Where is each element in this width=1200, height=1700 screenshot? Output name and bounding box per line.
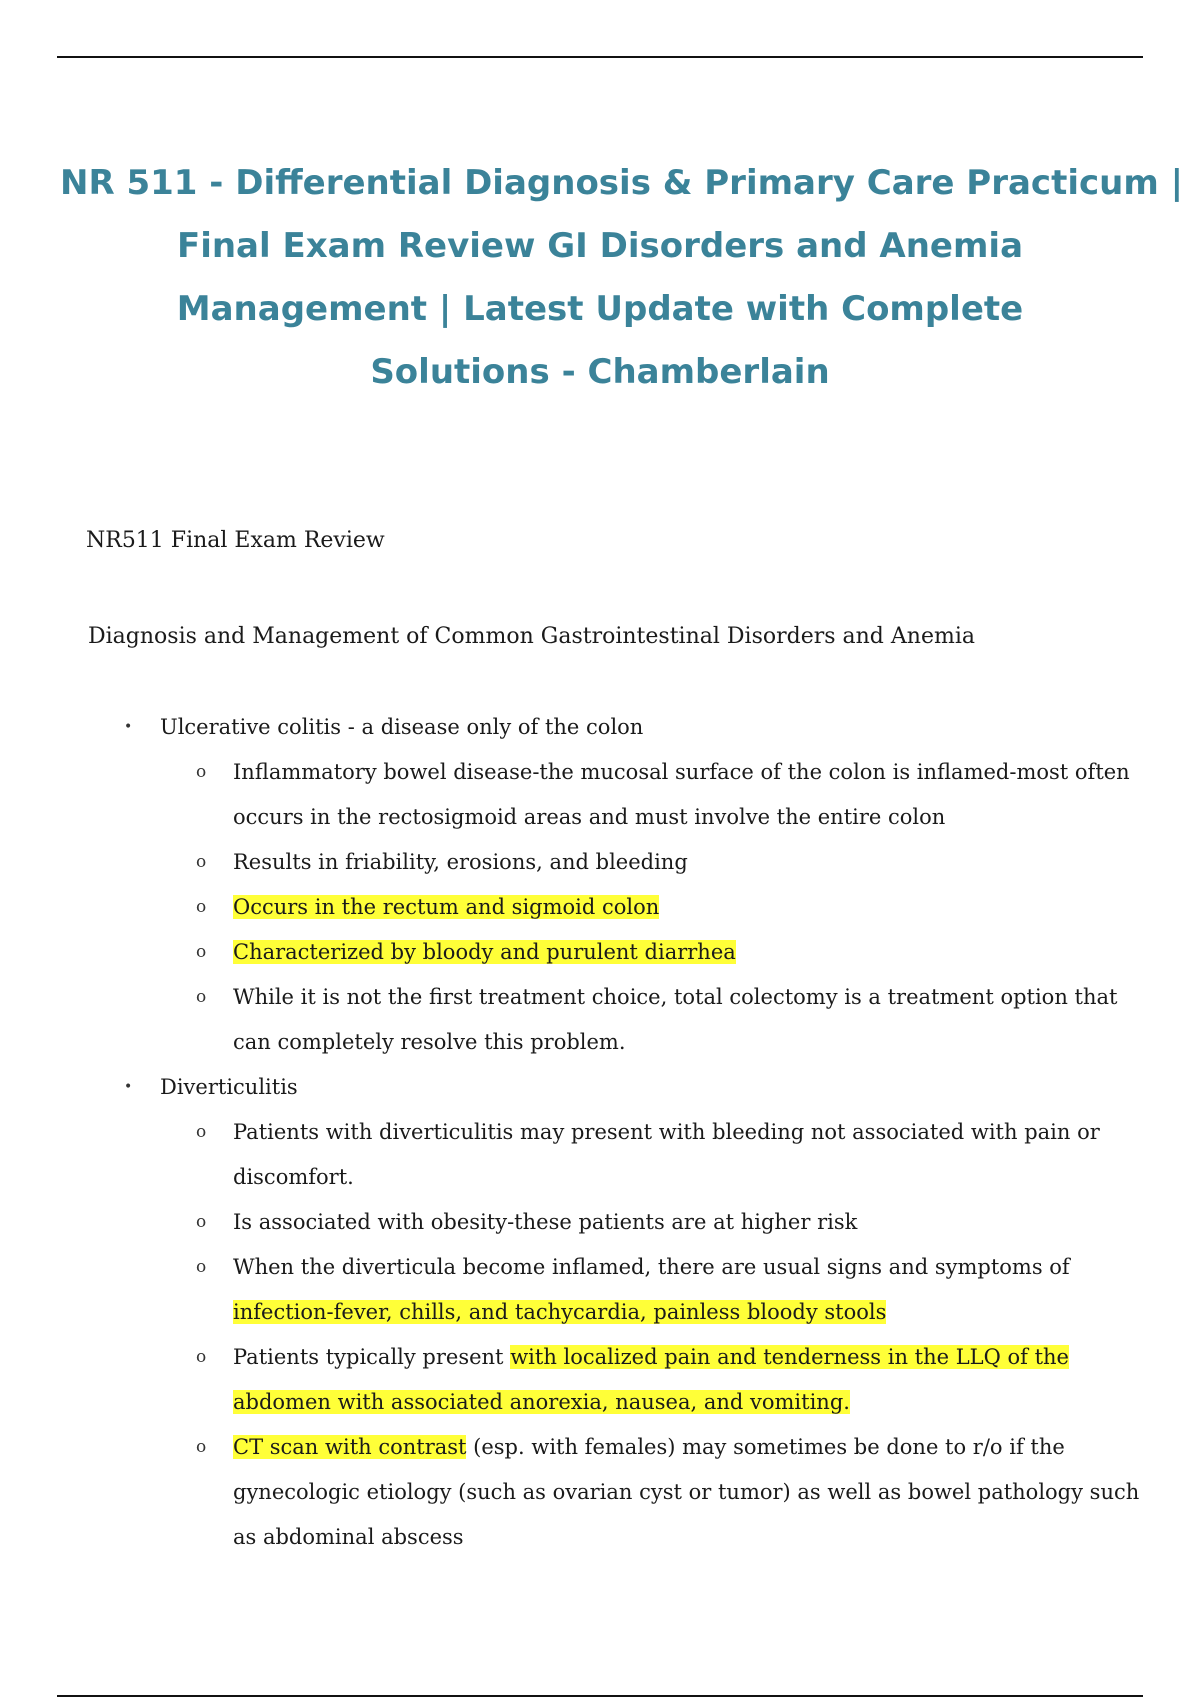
highlighted-text: with localized pain and tenderness in the LLQ of the abdomen with associated anorexia, nausea, and vomiting. [233, 1345, 1069, 1414]
bullet-marker: • [124, 1079, 133, 1095]
list-subitem-text: Patients with diverticulitis may present with bleeding not associated with pain or discomfort. [233, 1120, 1100, 1189]
document-title [60, 152, 1184, 404]
list-subitem-text: (esp. with females) may sometimes be done to r/o if the gynecologic etiology (such as ovarian cyst or tumor) as well as bowel pathology such as abdominal abscess [233, 1435, 1140, 1549]
list-subitem [0, 1110, 1200, 1200]
sub-bullet-marker: o [196, 1437, 207, 1457]
list-subitem [0, 840, 1200, 885]
list-subitem-text: Inflammatory bowel disease-the mucosal surface of the colon is inflamed-most often occurs in the rectosigmoid areas and must involve the entire colon [233, 760, 1130, 829]
highlighted-text: CT scan with contrast [233, 1435, 467, 1459]
title-line-4: Solutions - Chamberlain [370, 352, 830, 392]
list-subitem [0, 1335, 1200, 1425]
list-subitem [0, 1245, 1200, 1335]
list-subitem [0, 1200, 1200, 1245]
list-item-label: Diverticulitis [160, 1075, 298, 1099]
list-subitem [0, 750, 1200, 840]
title-line-1: NR 511 - Differential Diagnosis & Primary Care Practicum | [60, 163, 1184, 203]
list-subitem-text: While it is not the first treatment choice, total colectomy is a treatment option that can completely resolve this problem. [233, 985, 1118, 1054]
sub-bullet-marker: o [196, 852, 207, 872]
list-subitem-text: Results in friability, erosions, and bleeding [233, 850, 688, 874]
list-item-ulcerative-colitis [0, 705, 1200, 750]
sub-bullet-marker: o [196, 762, 207, 782]
list-subitem [0, 930, 1200, 975]
sub-bullet-marker: o [196, 1212, 207, 1232]
highlighted-text: infection-fever, chills, and tachycardia, painless bloody stools [233, 1300, 887, 1324]
bottom-rule [57, 1695, 1143, 1697]
title-line-2: Final Exam Review GI Disorders and Anemia [176, 226, 1024, 266]
list-subitem-text: Patients typically present [233, 1345, 511, 1369]
list-item-label: Ulcerative colitis - a disease only of the colon [160, 715, 644, 739]
list-subitem-text: Is associated with obesity-these patients are at higher risk [233, 1210, 858, 1234]
sub-bullet-marker: o [196, 987, 207, 1007]
title-line-3: Management | Latest Update with Complete [176, 289, 1024, 329]
sub-bullet-marker: o [196, 1257, 207, 1277]
list-item-diverticulitis [0, 1065, 1200, 1110]
sub-bullet-marker: o [196, 942, 207, 962]
list-subitem [0, 1425, 1200, 1560]
list-subitem-text: When the diverticula become inflamed, there are usual signs and symptoms of [233, 1255, 1070, 1279]
top-rule [57, 56, 1143, 58]
notes-list [0, 705, 1200, 1560]
sub-bullet-marker: o [196, 1347, 207, 1367]
highlighted-text: Characterized by bloody and purulent diarrhea [233, 940, 736, 964]
section-heading: Diagnosis and Management of Common Gastrointestinal Disorders and Anemia [88, 624, 975, 649]
highlighted-text: Occurs in the rectum and sigmoid colon [233, 895, 660, 919]
sub-bullet-marker: o [196, 1122, 207, 1142]
sub-bullet-marker: o [196, 897, 207, 917]
list-subitem [0, 885, 1200, 930]
list-subitem [0, 975, 1200, 1065]
bullet-marker: • [124, 719, 133, 735]
exam-review-subtitle: NR511 Final Exam Review [86, 528, 385, 553]
